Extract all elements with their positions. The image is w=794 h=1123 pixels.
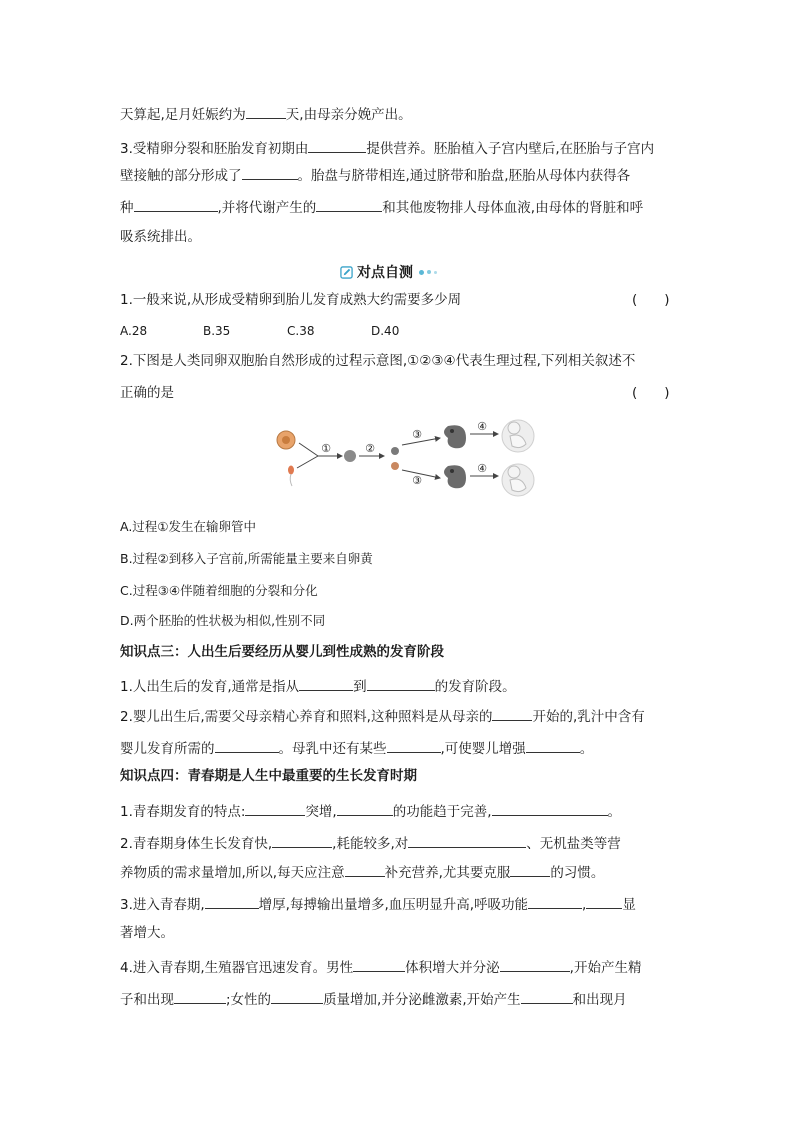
text: 3.进入青春期, (120, 897, 205, 913)
text: 养物质的需求量增加,所以,每天应注意 (120, 865, 345, 881)
sperm-cell-icon (288, 466, 294, 487)
text-line (120, 864, 604, 881)
text: ,开始产生精 (569, 960, 642, 976)
question-text: 正确的是 (120, 385, 174, 401)
text: 壁接触的部分形成了 (120, 168, 242, 184)
question-text: 2.下图是人类同卵双胞胎自然形成的过程示意图,①②③④代表生理过程,下列相关叙述不 (120, 353, 636, 369)
fill-blank[interactable] (246, 106, 286, 119)
text: 子和出现 (120, 992, 174, 1008)
text: 的发育阶段。 (434, 679, 516, 695)
text: 4.进入青春期,生殖器官迅速发育。男性 (120, 960, 354, 976)
fill-blank[interactable] (174, 991, 226, 1004)
fill-blank[interactable] (215, 740, 279, 753)
process-label-4b: ④ (477, 462, 487, 475)
fill-blank[interactable] (345, 864, 385, 877)
text: 和其他废物排人母体血液,由母体的肾脏和呼 (382, 200, 644, 216)
text: 1.青春期发育的特点: (120, 804, 246, 820)
knowledge-point-4-title: 知识点四：青春期是人生中最重要的生长发育时期 (120, 768, 417, 784)
text: 1.人出生后的发育,通常是指从 (120, 679, 300, 695)
text: 吸系统排出。 (120, 229, 201, 245)
text-line (120, 231, 201, 245)
text: 。 (579, 741, 594, 757)
option-b[interactable]: B.过程②到移入子宫前,所需能量主要来自卵黄 (120, 551, 373, 566)
option-b[interactable]: B.35 (203, 324, 231, 338)
text: 天,由母亲分娩产出。 (285, 107, 412, 123)
fill-blank[interactable] (526, 740, 580, 753)
fill-blank[interactable] (353, 959, 405, 972)
fill-blank[interactable] (492, 803, 608, 816)
section-heading (340, 262, 437, 282)
question-2-cont (120, 387, 174, 401)
text: 婴儿发育所需的 (120, 741, 215, 757)
question-text: 1.一般来说,从形成受精卵到胎儿发育成熟大约需要多少周 (120, 292, 462, 308)
fill-blank[interactable] (387, 740, 441, 753)
embryo-icon (444, 425, 466, 448)
text: 。 (607, 804, 622, 820)
embryo-icon (444, 465, 466, 488)
text: 著增大。 (120, 925, 174, 941)
text: 种 (120, 200, 134, 216)
text-line (120, 140, 654, 157)
text-line (120, 803, 621, 820)
fill-blank[interactable] (500, 959, 570, 972)
fill-blank[interactable] (272, 835, 332, 848)
text: 的习惯。 (550, 865, 605, 881)
text: 2.青春期身体生长发育快, (120, 836, 273, 852)
process-label-1: ① (321, 442, 331, 455)
option-a[interactable]: A.28 (120, 324, 148, 338)
text-line (120, 678, 516, 695)
text-line (120, 927, 174, 941)
knowledge-point-3-title: 知识点三：人出生后要经历从婴儿到性成熟的发育阶段 (120, 644, 444, 660)
text-line (120, 959, 641, 976)
text: , (582, 897, 587, 913)
text-line (120, 106, 412, 123)
answer-paren[interactable]: ( ) (632, 385, 670, 401)
option-c[interactable]: C.38 (287, 324, 315, 338)
process-label-2: ② (365, 442, 375, 455)
text: ,耗能较多,对 (332, 836, 409, 852)
text: 到 (353, 679, 367, 695)
text: ;女性的 (226, 992, 272, 1008)
cell-icon (391, 462, 399, 470)
text: 的功能趋于完善, (392, 804, 492, 820)
text: 天算起,足月妊娠约为 (120, 107, 246, 123)
text: 和出现月 (572, 992, 627, 1008)
text: 补充营养,尤其要克服 (384, 865, 511, 881)
fill-blank[interactable] (316, 199, 382, 212)
text-line (120, 835, 621, 852)
fill-blank[interactable] (510, 864, 550, 877)
text: 显 (622, 897, 636, 913)
text-line (120, 708, 645, 725)
fill-blank[interactable] (528, 896, 582, 909)
option-d[interactable]: D.40 (371, 324, 400, 338)
text-line (120, 896, 636, 913)
text: 2.婴儿出生后,需要父母亲精心养育和照料,这种照料是从母亲的 (120, 709, 493, 725)
fill-blank[interactable] (271, 991, 323, 1004)
fill-blank[interactable] (205, 896, 259, 909)
text-line (120, 740, 593, 757)
edit-icon (340, 266, 353, 279)
text: 提供营养。胚胎植入子宫内壁后,在胚胎与子宫内 (366, 141, 655, 157)
fetus-icon (502, 464, 534, 496)
text: 质量增加,并分泌雌激素,开始产生 (323, 992, 521, 1008)
fill-blank[interactable] (586, 896, 622, 909)
fill-blank[interactable] (245, 803, 305, 816)
text: 3.受精卵分裂和胚胎发育初期由 (120, 141, 309, 157)
fill-blank[interactable] (337, 803, 393, 816)
decorative-dots (419, 270, 437, 275)
section-title: 对点自测 (357, 265, 413, 281)
fill-blank[interactable] (308, 140, 366, 153)
text-line (120, 991, 627, 1008)
zygote-icon (344, 450, 356, 462)
question-2 (120, 355, 635, 369)
fill-blank[interactable] (408, 835, 526, 848)
text: 体积增大并分泌 (405, 960, 500, 976)
text: 。胎盘与脐带相连,通过脐带和胎盘,胚胎从母体内获得各 (297, 168, 631, 184)
process-label-4: ④ (477, 420, 487, 433)
process-label-3b: ③ (412, 474, 422, 487)
text: 开始的,乳汁中含有 (532, 709, 645, 725)
text: 、无机盐类等营 (526, 836, 621, 852)
option-c[interactable]: C.过程③④伴随着细胞的分裂和分化 (120, 583, 318, 598)
text: 增厚,每搏输出量增多,血压明显升高,呼吸功能 (258, 897, 529, 913)
text: 。母乳中还有某些 (278, 741, 387, 757)
text: ,并将代谢产生的 (217, 200, 317, 216)
text-line (120, 167, 630, 184)
fill-blank[interactable] (299, 678, 353, 691)
cell-icon (391, 447, 399, 455)
text: ,可使婴儿增强 (440, 741, 526, 757)
fill-blank[interactable] (134, 199, 218, 212)
answer-paren[interactable]: ( ) (632, 292, 670, 308)
process-label-3: ③ (412, 428, 422, 441)
fill-blank[interactable] (242, 167, 298, 180)
option-d[interactable]: D.两个胚胎的性状极为相似,性别不同 (120, 613, 326, 628)
question-1 (120, 294, 461, 308)
fill-blank[interactable] (367, 678, 435, 691)
text: 突增, (305, 804, 337, 820)
twin-formation-diagram (270, 418, 540, 502)
text-line (120, 199, 643, 216)
fetus-icon (502, 420, 534, 452)
fill-blank[interactable] (492, 708, 532, 721)
fill-blank[interactable] (521, 991, 573, 1004)
option-a[interactable]: A.过程①发生在输卵管中 (120, 519, 257, 534)
egg-cell-icon (277, 431, 295, 449)
